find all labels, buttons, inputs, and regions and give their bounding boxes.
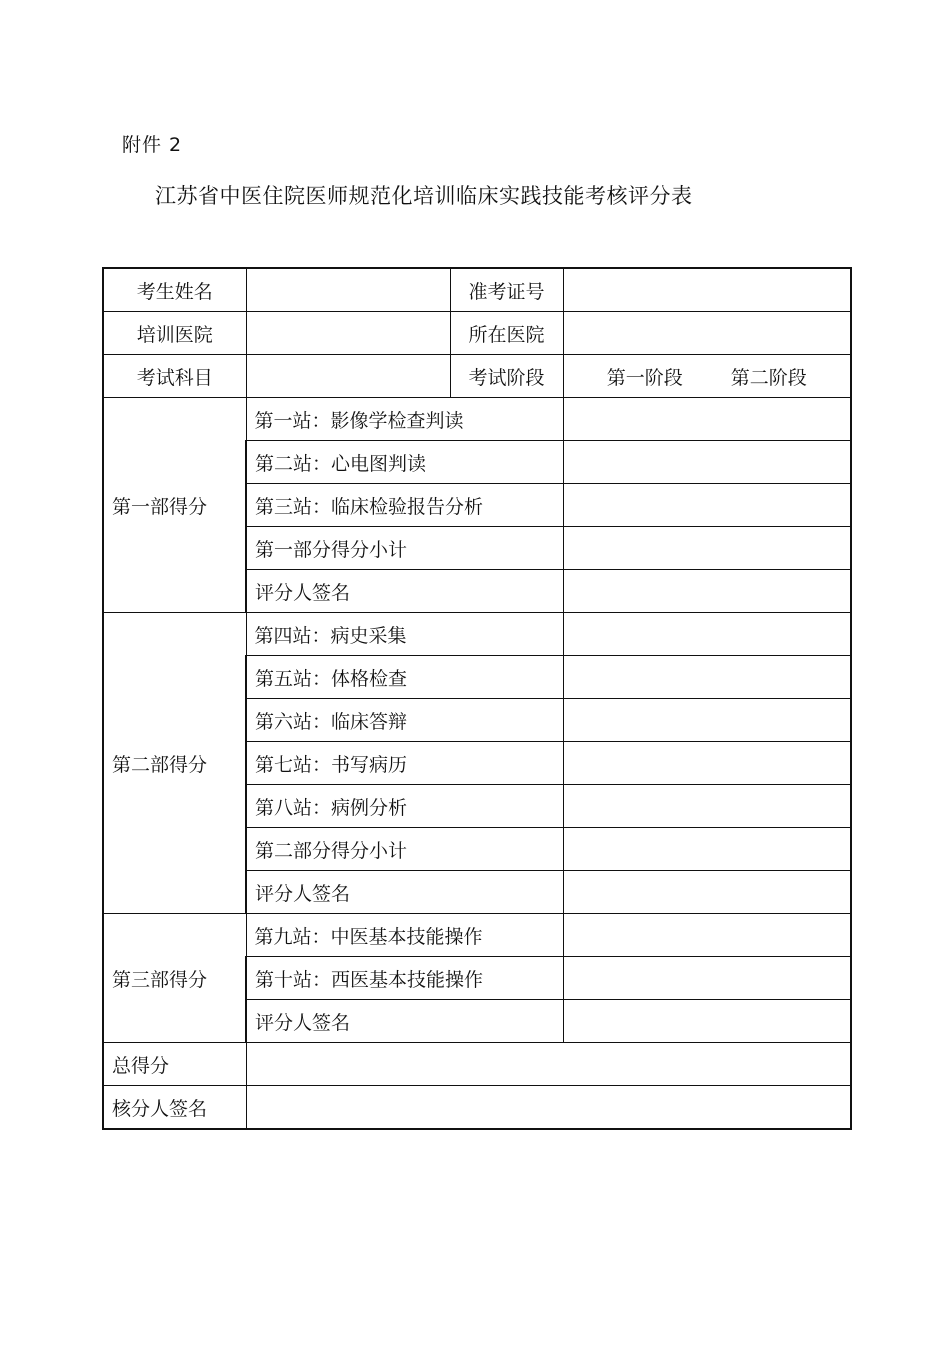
station-label: 第一站：影像学检查判读 [246, 398, 563, 441]
candidate-name-label: 考生姓名 [103, 268, 246, 312]
page-title: 江苏省中医住院医师规范化培训临床实践技能考核评分表 [155, 184, 693, 208]
station-label: 第二站：心电图判读 [246, 441, 563, 484]
table-row [103, 613, 851, 656]
admission-no-field[interactable] [563, 268, 851, 312]
part1-label: 第一部得分 [103, 398, 246, 613]
score-table [102, 267, 852, 1130]
part2-label: 第二部得分 [103, 613, 246, 914]
score-cell[interactable] [563, 914, 851, 957]
current-hospital-label: 所在医院 [450, 312, 563, 355]
attachment-label: 附件 2 [122, 134, 183, 156]
current-hospital-field[interactable] [563, 312, 851, 355]
training-hospital-field[interactable] [246, 312, 450, 355]
subtotal-label: 第一部分得分小计 [246, 527, 563, 570]
score-cell[interactable] [563, 613, 851, 656]
training-hospital-label: 培训医院 [103, 312, 246, 355]
info-row-candidate [103, 268, 851, 312]
table-row [103, 1086, 851, 1130]
station-label: 第七站：书写病历 [246, 742, 563, 785]
score-cell[interactable] [563, 957, 851, 1000]
signature-cell[interactable] [563, 1000, 851, 1043]
score-cell[interactable] [563, 441, 851, 484]
score-cell[interactable] [563, 785, 851, 828]
table-row [103, 1043, 851, 1086]
station-label: 第五站：体格检查 [246, 656, 563, 699]
part3-label: 第三部得分 [103, 914, 246, 1043]
score-cell[interactable] [563, 484, 851, 527]
stage-label: 考试阶段 [450, 355, 563, 398]
subject-label: 考试科目 [103, 355, 246, 398]
table-row [103, 398, 851, 441]
station-label: 第八站：病例分析 [246, 785, 563, 828]
score-cell[interactable] [563, 699, 851, 742]
station-label: 第十站：西医基本技能操作 [246, 957, 563, 1000]
signature-cell[interactable] [563, 871, 851, 914]
subject-field[interactable] [246, 355, 450, 398]
verifier-signature-label: 核分人签名 [103, 1086, 246, 1130]
score-cell[interactable] [563, 398, 851, 441]
scorer-signature-label: 评分人签名 [246, 871, 563, 914]
stage-options [563, 355, 851, 398]
subtotal-label: 第二部分得分小计 [246, 828, 563, 871]
table-row [103, 914, 851, 957]
scorer-signature-label: 评分人签名 [246, 570, 563, 613]
station-label: 第四站：病史采集 [246, 613, 563, 656]
verifier-signature-field[interactable] [246, 1086, 851, 1130]
score-cell[interactable] [563, 742, 851, 785]
signature-cell[interactable] [563, 570, 851, 613]
total-score-label: 总得分 [103, 1043, 246, 1086]
stage-option-2[interactable]: 第二阶段 [730, 366, 807, 389]
total-score-field[interactable] [246, 1043, 851, 1086]
info-row-hospital [103, 312, 851, 355]
score-cell[interactable] [563, 527, 851, 570]
scorer-signature-label: 评分人签名 [246, 1000, 563, 1043]
score-cell[interactable] [563, 828, 851, 871]
station-label: 第六站：临床答辩 [246, 699, 563, 742]
admission-no-label: 准考证号 [450, 268, 563, 312]
station-label: 第九站：中医基本技能操作 [246, 914, 563, 957]
info-row-subject [103, 355, 851, 398]
score-cell[interactable] [563, 656, 851, 699]
stage-option-1[interactable]: 第一阶段 [606, 366, 683, 389]
candidate-name-field[interactable] [246, 268, 450, 312]
station-label: 第三站：临床检验报告分析 [246, 484, 563, 527]
